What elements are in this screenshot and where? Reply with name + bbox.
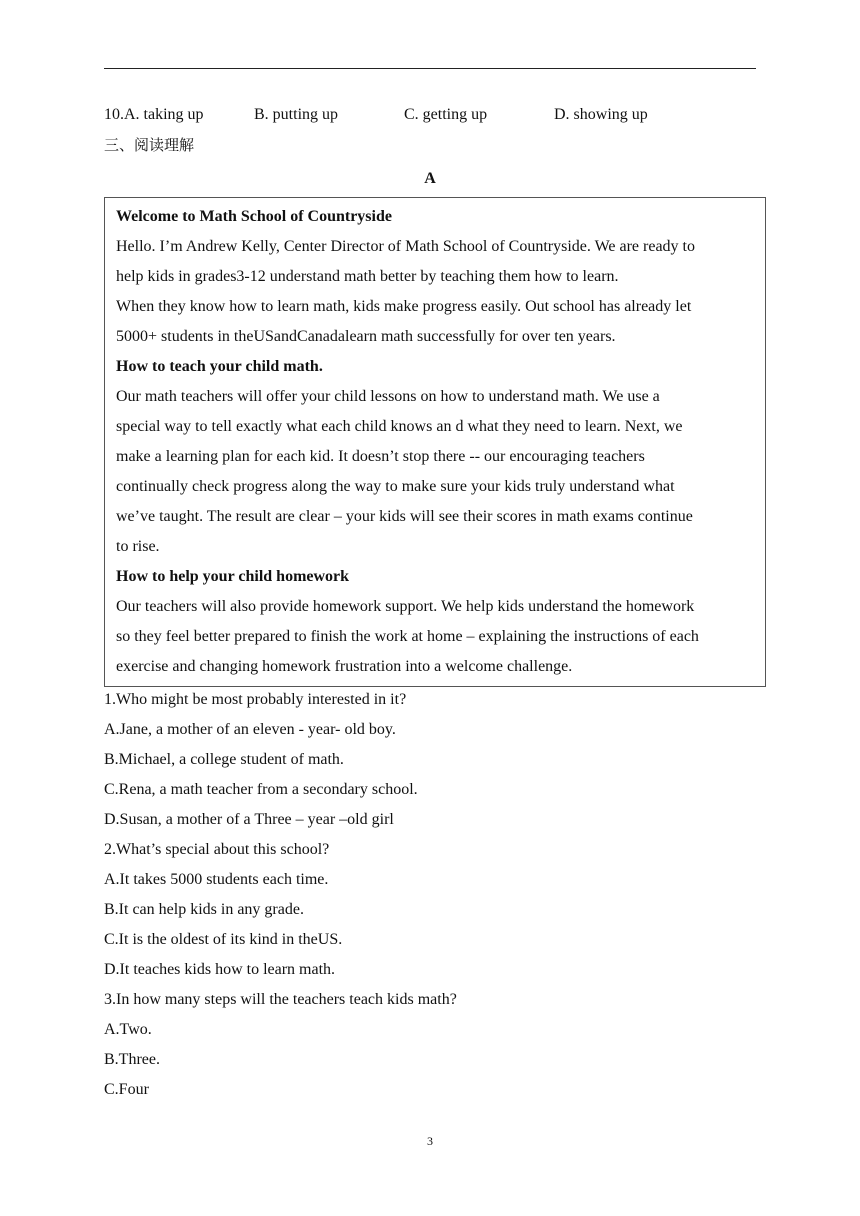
- question-3-option-a: A.Two.: [104, 1021, 152, 1038]
- passage-box: [104, 197, 766, 687]
- question-2-option-b: B.It can help kids in any grade.: [104, 901, 304, 918]
- passage-line: Our math teachers will offer your child lessons on how to understand math. We use a: [116, 388, 660, 405]
- questions-block: [104, 685, 764, 1105]
- passage-line: so they feel better prepared to finish the work at home – explaining the instructions of each: [116, 628, 699, 645]
- passage-subheading-homework: How to help your child homework: [116, 568, 350, 585]
- header-rule: [104, 68, 756, 69]
- option-b: B. putting up: [254, 106, 339, 123]
- passage-line: we’ve taught. The result are clear – your kids will see their scores in math exams continue: [116, 508, 693, 525]
- passage-line: special way to tell exactly what each child knows an d what they need to learn. Next, we: [116, 418, 683, 435]
- option-c: C. getting up: [404, 106, 488, 123]
- passage-line: Hello. I’m Andrew Kelly, Center Director of Math School of Countryside. We are ready to: [116, 238, 695, 255]
- question-3-option-b: B.Three.: [104, 1051, 160, 1068]
- passage-line: continually check progress along the way to make sure your kids truly understand what: [116, 478, 675, 495]
- page-number: 3: [427, 1134, 433, 1148]
- option-d: D. showing up: [554, 106, 648, 123]
- passage-line: make a learning plan for each kid. It doesn’t stop there -- our encouraging teachers: [116, 448, 645, 465]
- passage-subheading-teach: How to teach your child math.: [116, 358, 323, 375]
- question-2-option-d: D.It teaches kids how to learn math.: [104, 961, 336, 978]
- question-2-option-a: A.It takes 5000 students each time.: [104, 871, 329, 888]
- question-1-stem: 1.Who might be most probably interested in it?: [104, 691, 407, 708]
- question-1-option-a: A.Jane, a mother of an eleven - year- old boy.: [104, 721, 396, 738]
- section-heading: 三、阅读理解: [104, 136, 195, 154]
- passage-line: When they know how to learn math, kids make progress easily. Out school has already let: [116, 298, 692, 315]
- question-1-option-d: D.Susan, a mother of a Three – year –old girl: [104, 811, 394, 828]
- passage-title: Welcome to Math School of Countryside: [116, 208, 392, 225]
- option-a: 10.A. taking up: [104, 106, 204, 123]
- question-2-stem: 2.What’s special about this school?: [104, 841, 330, 858]
- previous-question-options: [104, 103, 756, 127]
- question-1-option-b: B.Michael, a college student of math.: [104, 751, 344, 768]
- passage-line: exercise and changing homework frustration into a welcome challenge.: [116, 658, 573, 675]
- passage-line: 5000+ students in theUSandCanadalearn math successfully for over ten years.: [116, 328, 616, 345]
- passage-line: help kids in grades3-12 understand math better by teaching them how to learn.: [116, 268, 619, 285]
- question-1-option-c: C.Rena, a math teacher from a secondary school.: [104, 781, 418, 798]
- question-2-option-c: C.It is the oldest of its kind in theUS.: [104, 931, 343, 948]
- passage-line: to rise.: [116, 538, 160, 555]
- passage-letter: A: [424, 170, 436, 187]
- passage-line: Our teachers will also provide homework support. We help kids understand the homework: [116, 598, 695, 615]
- question-3-stem: 3.In how many steps will the teachers teach kids math?: [104, 991, 457, 1008]
- question-3-option-c: C.Four: [104, 1081, 149, 1098]
